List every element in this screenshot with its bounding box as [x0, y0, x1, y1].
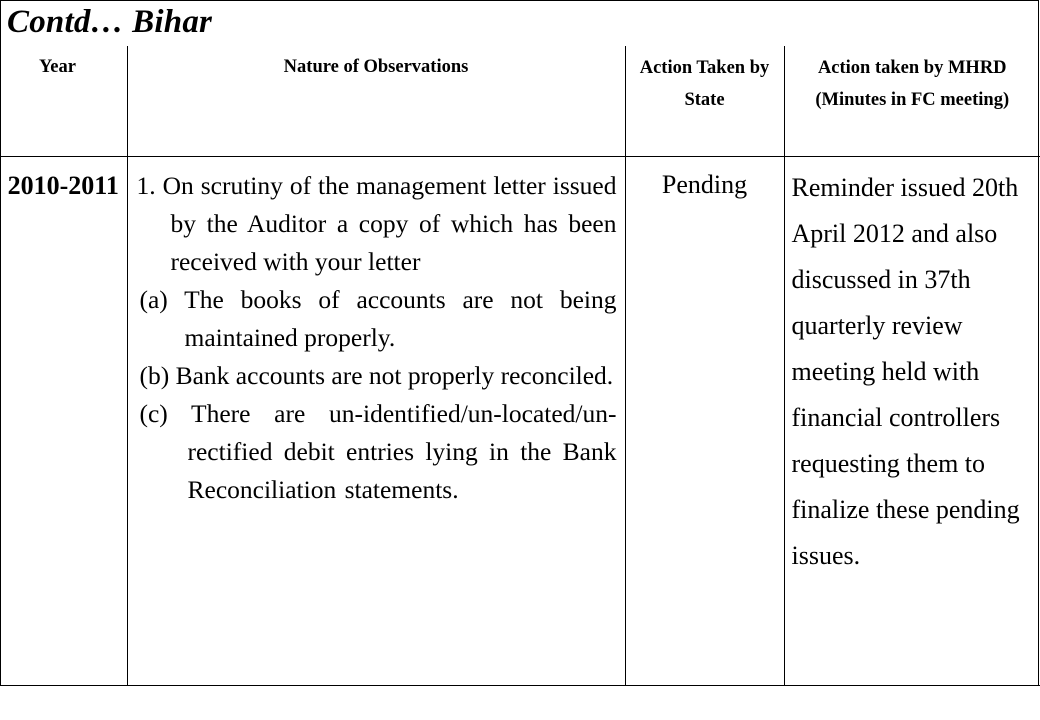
observation-intro: 1. On scrutiny of the management letter issued by the Auditor a copy of which has been received with your letter [136, 170, 617, 276]
table-row [0, 156, 1040, 686]
action-state-cell: Pending [625, 156, 784, 686]
observations-cell [127, 156, 625, 686]
year-cell: 2010-2011 [0, 156, 127, 686]
header-year: Year [0, 46, 127, 156]
header-action-taken-by-mhrd: Action taken by MHRD (Minutes in FC meeting) [784, 46, 1040, 156]
observation-b: (b) Bank accounts are not properly reconciled. [139, 360, 614, 390]
header-action-taken-by-state: Action Taken by State [625, 46, 784, 156]
observation-c: (c) There are un-identified/un-located/un-rectified debit entries lying in the Bank Reconciliation statements. [139, 398, 617, 504]
header-row [0, 46, 1040, 156]
observations-table [0, 46, 1040, 686]
observation-a: (a) The books of accounts are not being maintained properly. [139, 284, 617, 352]
header-nature-of-observations: Nature of Observations [127, 46, 625, 156]
page-title: Contd… Bihar [7, 4, 213, 40]
action-mhrd-cell: Reminder issued 20th April 2012 and also discussed in 37th quarterly review meeting held with financial controllers requesting them to finalize these pending issues. [784, 156, 1040, 686]
